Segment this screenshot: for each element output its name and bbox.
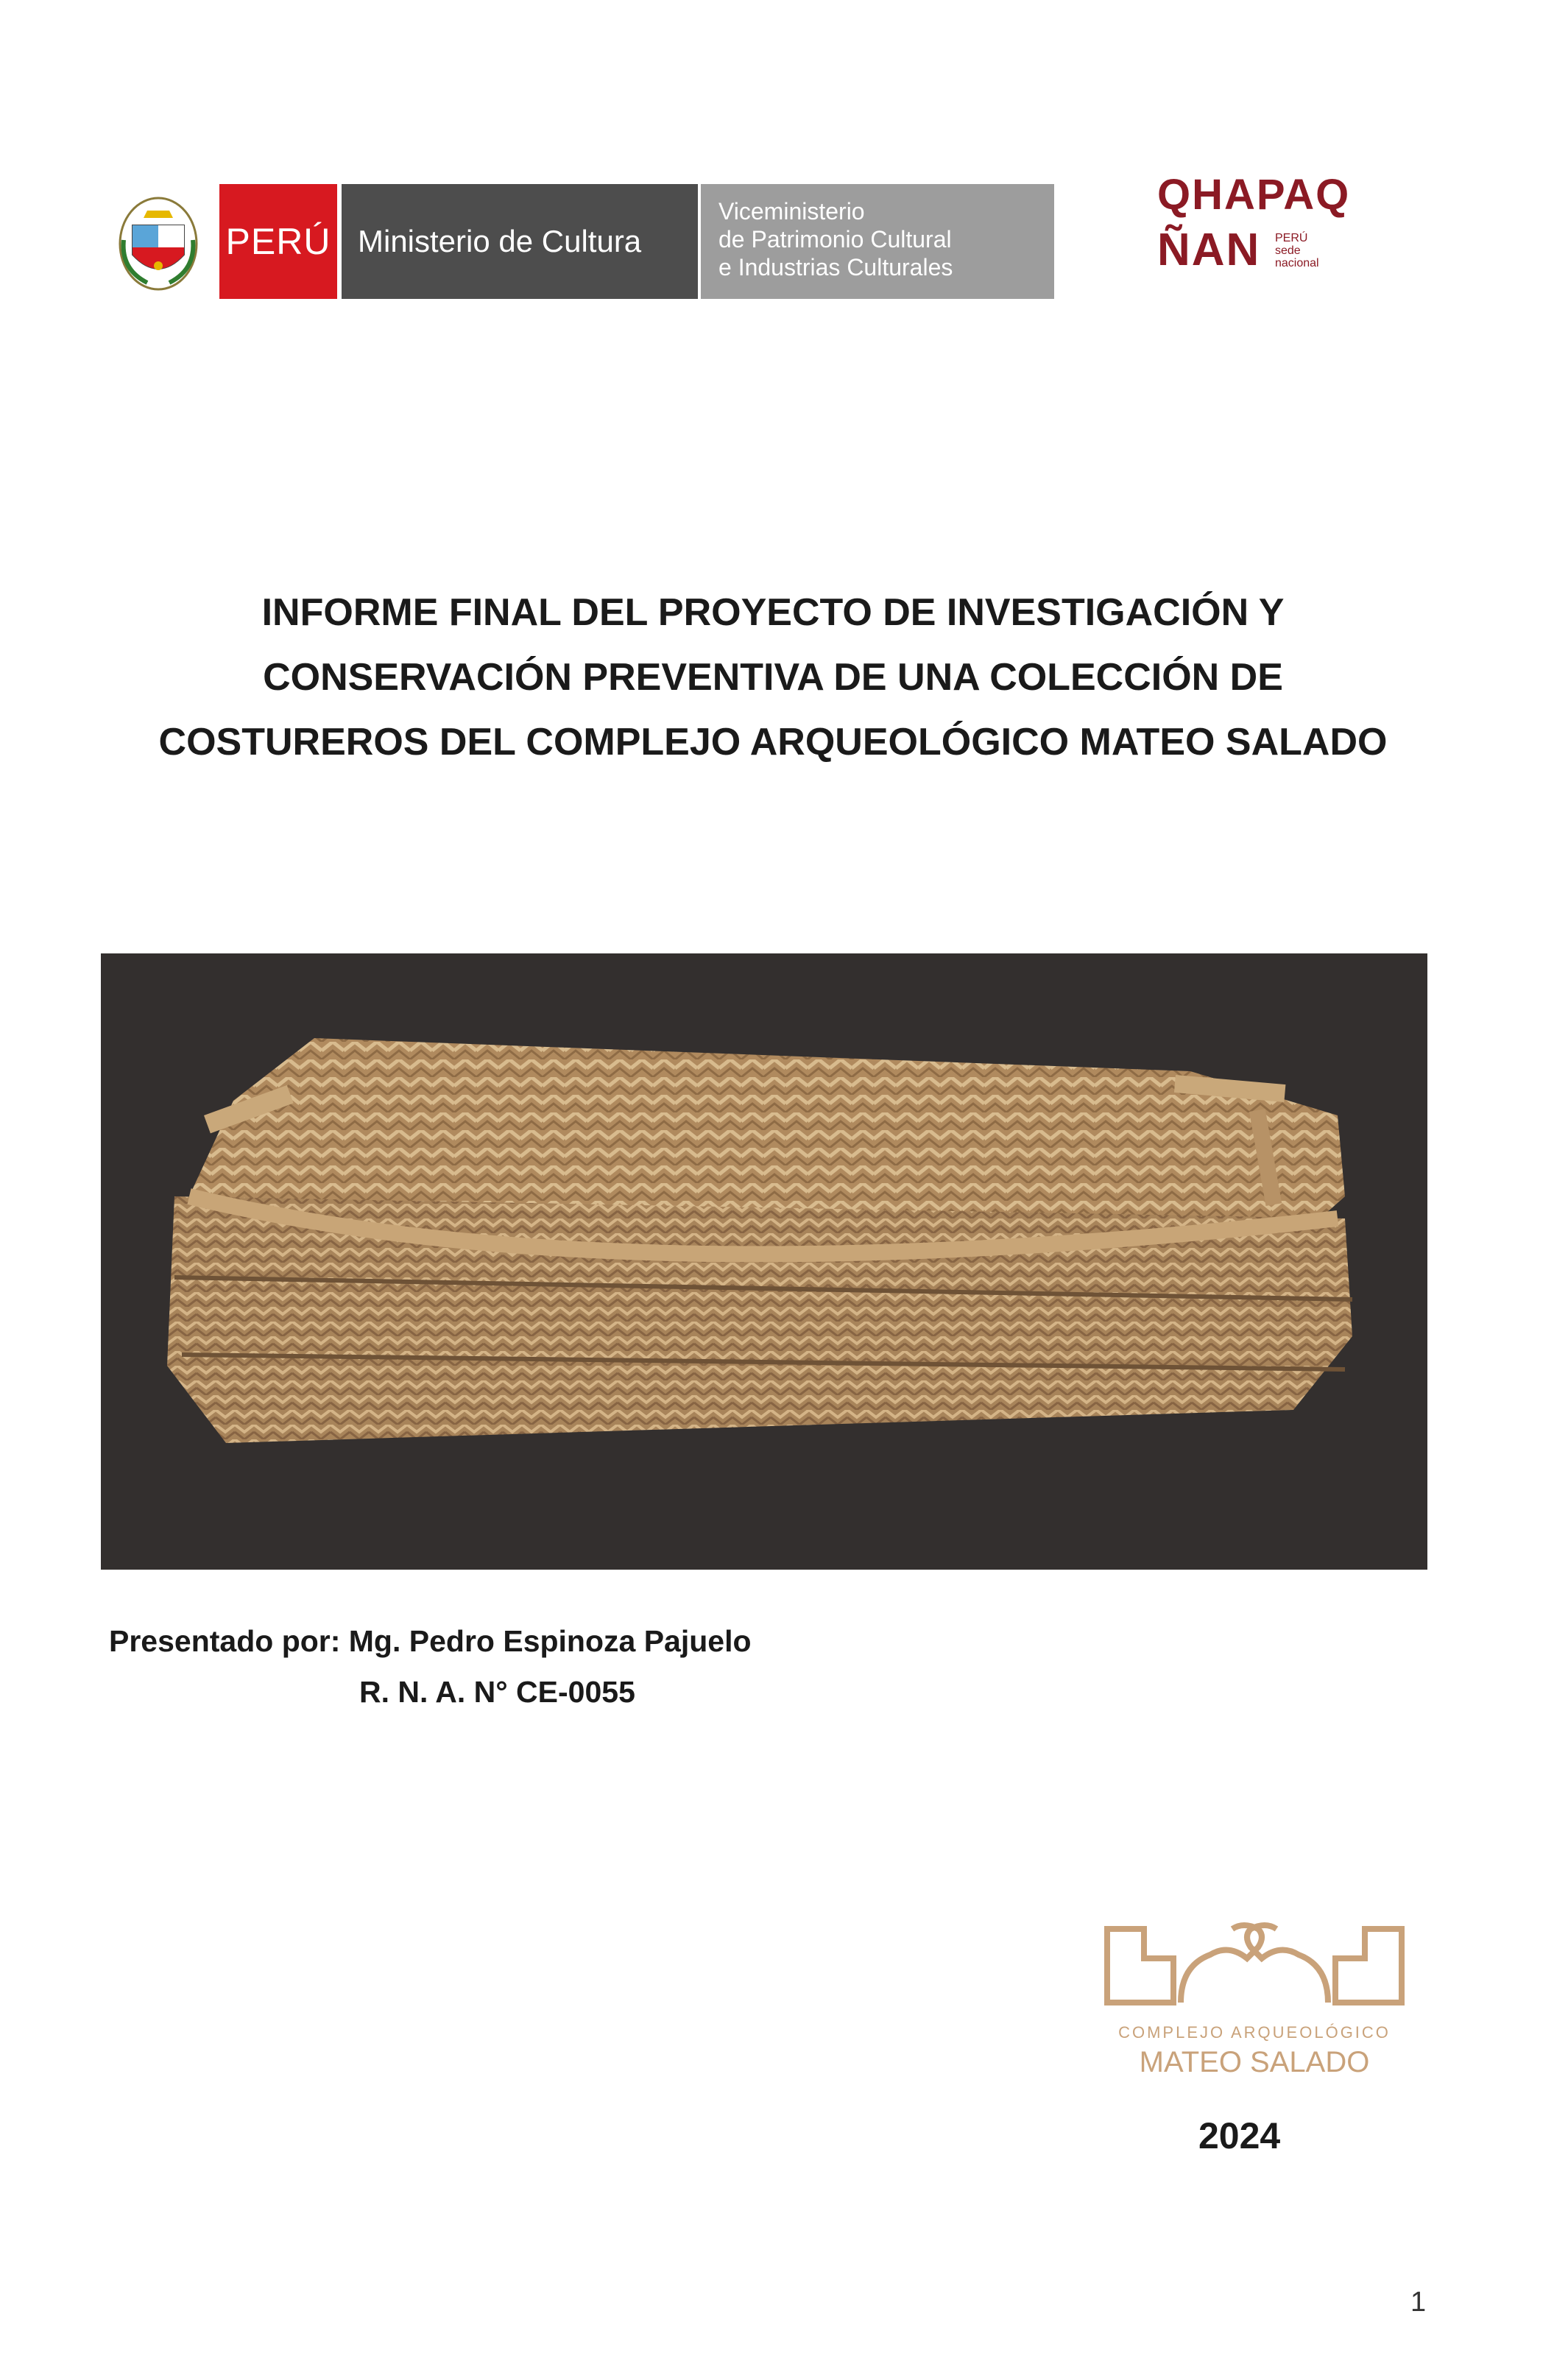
mateo-logo-line1: COMPLEJO ARQUEOLÓGICO	[1118, 2023, 1391, 2042]
qhapaq-text: QHAPAQ	[1157, 171, 1351, 219]
year: 2024	[1198, 2115, 1281, 2156]
title-line: COSTUREROS DEL COMPLEJO ARQUEOLÓGICO MATEO SALADO	[158, 721, 1388, 763]
mateo-logo-line2: MATEO SALADO	[1139, 2046, 1370, 2078]
document-title	[74, 580, 1472, 775]
qhapaq-nan-logo	[1153, 171, 1418, 281]
peru-coat-of-arms-icon	[118, 196, 199, 292]
vice-line: e Industrias Culturales	[718, 254, 953, 281]
title-line: CONSERVACIÓN PREVENTIVA DE UNA COLECCIÓN DE	[263, 656, 1283, 699]
page-number: 1	[1410, 2287, 1427, 2318]
qhapaq-sub-3: nacional	[1275, 257, 1319, 269]
vice-line: de Patrimonio Cultural	[718, 226, 952, 253]
viceministry-label	[701, 184, 1054, 299]
rna-number: R. N. A. N° CE-0055	[359, 1675, 635, 1709]
nan-text: ÑAN	[1157, 225, 1261, 275]
basket-photo	[101, 953, 1427, 1570]
presenter-line: Presentado por: Mg. Pedro Espinoza Pajuelo	[109, 1624, 752, 1658]
mateo-salado-logo	[1100, 1914, 1409, 2084]
peru-label: PERÚ	[219, 184, 337, 299]
ministry-label: Ministerio de Cultura	[342, 184, 698, 299]
title-line: INFORME FINAL DEL PROYECTO DE INVESTIGACIÓN Y	[261, 591, 1285, 634]
vice-line: Viceministerio	[718, 198, 865, 225]
qhapaq-sub-2: sede	[1275, 244, 1301, 257]
woven-basket-image	[101, 953, 1427, 1570]
qhapaq-sub-1: PERÚ	[1275, 232, 1308, 244]
